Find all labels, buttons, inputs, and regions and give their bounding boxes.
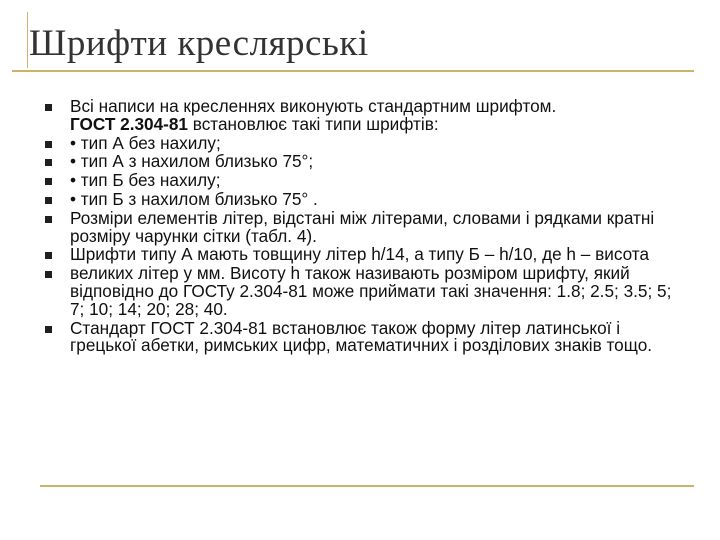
bullet-text: Шрифти типу А мають товщину літер h/14, а типу Б – h/10, де h – висота xyxy=(70,244,650,265)
square-bullet-icon xyxy=(45,104,52,111)
bullet-text: • тип А без нахилу; xyxy=(70,132,221,153)
bullet-text: • тип Б з нахилом близько 75° . xyxy=(70,188,318,209)
square-bullet-icon xyxy=(45,141,52,148)
square-bullet-icon xyxy=(45,252,52,259)
bullet-text: Розміри елементів літер, відстані між літерами, словами і рядками кратні розміру чарунки сітки (табл. 4). xyxy=(70,207,655,246)
bullet-item-9 xyxy=(44,317,684,356)
bullet-text: великих літер у мм. Висоту h також називають розміром шрифту, який відповідно до ГОСТу 2.304-81 може приймати такі значення: 1.8; 2.5; 3.5; 5; 7; 10; 14; 20; 28; 40. xyxy=(70,263,672,319)
bullet-text: Стандарт ГОСТ 2.304-81 встановлює також форму літер латинської і грецької абетки, римських цифр, математичних і розділових знаків тощо. xyxy=(70,317,653,356)
footer-divider xyxy=(40,485,694,487)
bullet-item-7 xyxy=(44,246,684,264)
bullet-item-2 xyxy=(44,132,684,153)
bullet-text: встановлює такі типи шрифтів: xyxy=(188,113,439,134)
square-bullet-icon xyxy=(45,271,52,278)
square-bullet-icon xyxy=(45,326,52,333)
title-divider xyxy=(12,70,694,72)
slide-title: Шрифти креслярські xyxy=(29,23,369,64)
square-bullet-icon xyxy=(45,159,52,166)
bullet-list xyxy=(44,98,684,356)
standard-code: ГОСТ 2.304-81 xyxy=(70,113,188,134)
bullet-text: • тип А з нахилом близько 75°; xyxy=(70,151,314,172)
bullet-item-4 xyxy=(44,172,684,190)
bullet-item-3 xyxy=(44,153,684,171)
bullet-text: • тип Б без нахилу; xyxy=(70,170,221,191)
bullet-item-1 xyxy=(44,98,684,134)
bullet-item-5 xyxy=(44,188,684,209)
bullet-item-6 xyxy=(44,207,684,246)
square-bullet-icon xyxy=(45,216,52,223)
bullet-item-8 xyxy=(44,265,684,318)
bullet-text: Всі написи на кресленнях виконують стандартним шрифтом. xyxy=(70,96,557,116)
square-bullet-icon xyxy=(45,197,52,204)
title-accent-line xyxy=(27,12,28,68)
square-bullet-icon xyxy=(45,178,52,185)
